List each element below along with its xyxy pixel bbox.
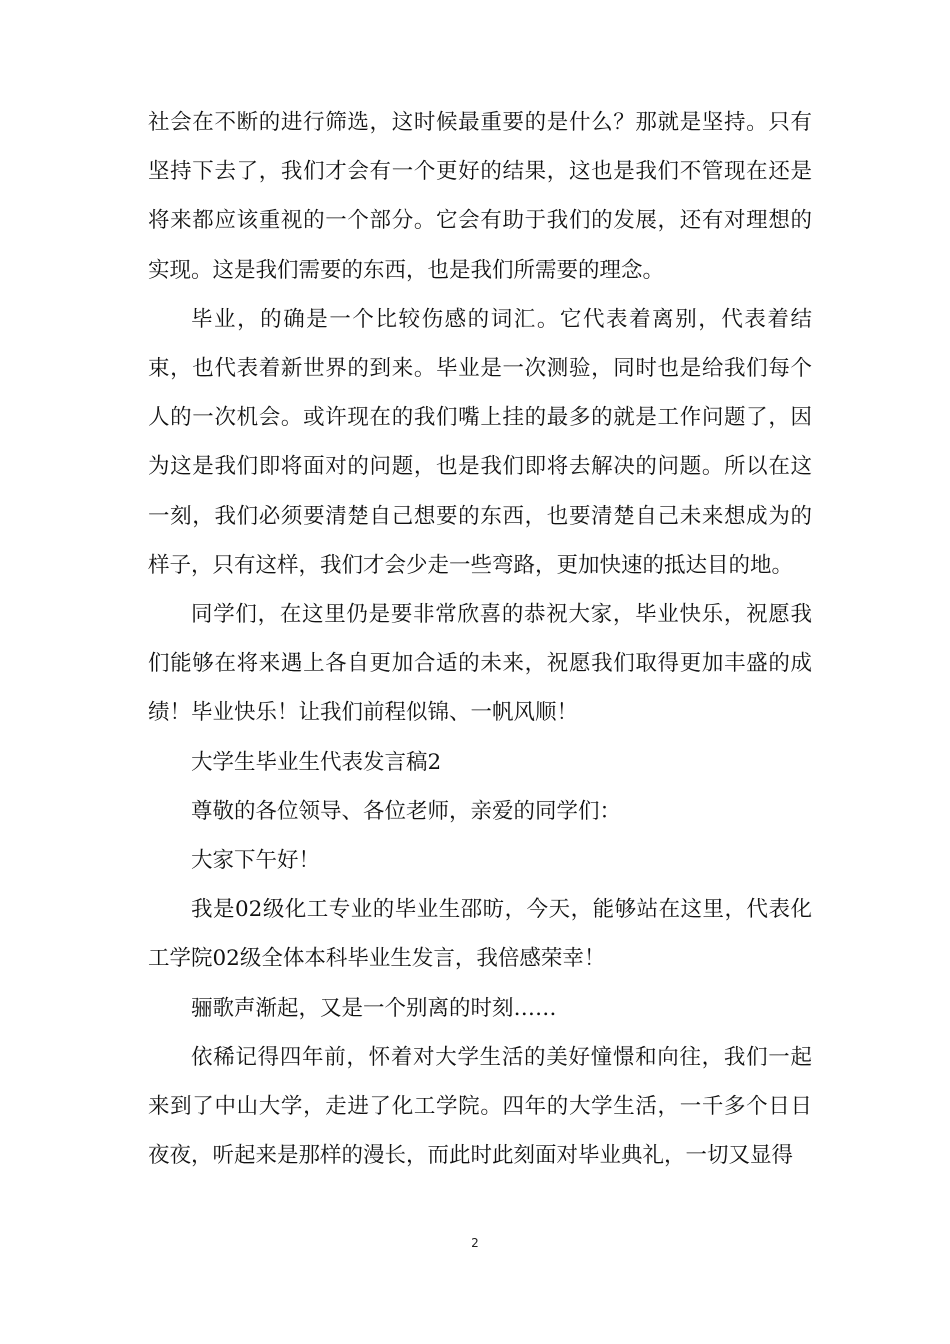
- salutation: 尊敬的各位领导、各位老师，亲爱的同学们：: [191, 798, 622, 824]
- document-body: [148, 98, 812, 1180]
- greeting: 大家下午好！: [191, 848, 321, 874]
- paragraph-persistence: 社会在不断的进行筛选，这时候最重要的是什么？那就是坚持。只有坚持下去了，我们才会有一个更好的结果，这也是我们不管现在还是将来都应该重视的一个部分。它会有助于我们的发展，还有对理想的实现。这是我们需要的东西，也是我们所需要的理念。: [148, 110, 812, 283]
- page-number: 2: [471, 1236, 479, 1250]
- paragraph-farewell: 骊歌声渐起，又是一个别离的时刻……: [191, 995, 557, 1021]
- paragraph-memories: 依稀记得四年前，怀着对大学生活的美好憧憬和向往，我们一起来到了中山大学，走进了化工学院。四年的大学生活，一千多个日日夜夜，听起来是那样的漫长，而此时此刻面对毕业典礼，一切又显得: [148, 1044, 812, 1169]
- paragraph-graduation: 毕业，的确是一个比较伤感的词汇。它代表着离别，代表着结束，也代表着新世界的到来。毕业是一次测验，同时也是给我们每个人的一次机会。或许现在的我们嘴上挂的最多的就是工作问题了，因为这是我们即将面对的问题，也是我们即将去解决的问题。所以在这一刻，我们必须要清楚自己想要的东西，也要清楚自己未来想成为的样子，只有这样，我们才会少走一些弯路，更加快速的抵达目的地。: [148, 306, 812, 578]
- section-title: 大学生毕业生代表发言稿2: [191, 749, 442, 775]
- paragraph-congratulations: 同学们，在这里仍是要非常欣喜的恭祝大家，毕业快乐，祝愿我们能够在将来遇上各自更加合适的未来，祝愿我们取得更加丰盛的成绩！毕业快乐！让我们前程似锦、一帆风顺！: [148, 602, 812, 726]
- paragraph-introduction: 我是02级化工专业的毕业生邵昉，今天，能够站在这里，代表化工学院02级全体本科毕业生发言，我倍感荣幸！: [148, 897, 812, 972]
